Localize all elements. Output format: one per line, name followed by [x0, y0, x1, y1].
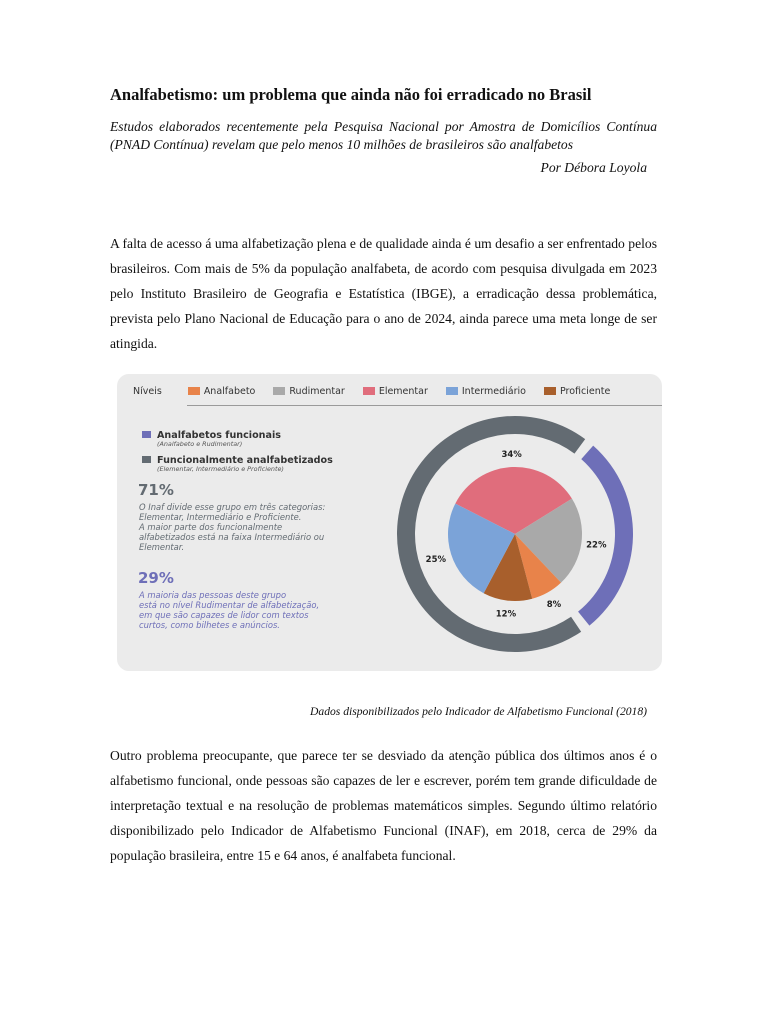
- literacy-infographic: [117, 374, 662, 671]
- stat-71-line: A maior parte dos funcionalmente: [139, 522, 283, 532]
- category-sub: (Elementar, Intermediário e Proficiente): [157, 465, 284, 473]
- stat-71-line: alfabetizados está na faixa Intermediário ou: [139, 532, 325, 542]
- stat-71-value: 71%: [138, 481, 174, 499]
- pie-slice-label: 22%: [586, 540, 607, 551]
- stat-29-line: em que são capazes de lidor com textos: [139, 610, 309, 620]
- legend-label: Proficiente: [559, 385, 611, 397]
- category-sub: (Analfabeto e Rudimentar): [157, 440, 243, 448]
- category-label: Funcionalmente analfabetizados: [157, 455, 333, 466]
- stat-29-line: curtos, como bilhetes e anúncios.: [139, 620, 280, 630]
- legend-label: Rudimentar: [289, 385, 345, 397]
- paragraph-2: Outro problema preocupante, que parece ter se desviado da atenção pública dos últimos anos é o alfabetismo funcional, onde pessoas são capazes de ler e escrever, porém tem grande dificuldade de interpretação textual e na resolução de problemas matemáticos simples. Segundo último relatório disponibilizado pelo Indicador de Alfabetismo Funcional (INAF), em 2018, cerca de 29% da população brasileira, entre 15 e 64 anos, é analfabeta funcional.: [110, 748, 657, 863]
- article-byline: Por Débora Loyola: [540, 160, 647, 175]
- pie-slice-label: 8%: [546, 599, 562, 610]
- figure-caption: Dados disponibilizados pelo Indicador de Alfabetismo Funcional (2018): [310, 704, 647, 718]
- legend-label: Intermediário: [461, 385, 526, 397]
- stat-29-value: 29%: [138, 569, 174, 587]
- pie-slice-label: 12%: [495, 609, 517, 620]
- paragraph-1: A falta de acesso á uma alfabetização plena e de qualidade ainda é um desafio a ser enfrentado pelos brasileiros. Com mais de 5% da população analfabeta, de acordo com pesquisa divulgada em 2023 pelo Instituto Brasileiro de Geografia e Estatística (IBGE), a erradicação dessa problemática, prevista pelo Plano Nacional de Educação para o ano de 2024, ainda parece uma meta longe de ser atingida.: [110, 236, 657, 351]
- stat-71-line: O Inaf divide esse grupo em três categorias:: [139, 502, 326, 512]
- pie-slice-label: 25%: [425, 555, 447, 566]
- stat-71-line: Elementar.: [139, 542, 185, 552]
- legend-label: Elementar: [378, 385, 428, 397]
- article-subtitle: Estudos elaborados recentemente pela Pesquisa Nacional por Amostra de Domicílios Contínua (PNAD Contínua) revelam que pelo menos 10 milhões de brasileiros são analfabetos: [110, 119, 657, 152]
- pie-slice-label: 34%: [501, 450, 522, 461]
- legend-title: Níveis: [133, 385, 162, 397]
- literacy-levels-chart: [117, 374, 662, 671]
- stat-71-line: Elementar, Intermediário e Proficiente.: [139, 512, 302, 522]
- article-title: Analfabetismo: um problema que ainda não foi erradicado no Brasil: [110, 85, 592, 104]
- stat-29-line: A maioria das pessoas deste grupo: [139, 590, 287, 600]
- stat-29-line: está no nível Rudimentar de alfabetização,: [139, 600, 320, 610]
- legend-label: Analfabeto: [203, 385, 256, 397]
- ring-segment: [578, 446, 633, 626]
- category-label: Analfabetos funcionais: [157, 430, 281, 441]
